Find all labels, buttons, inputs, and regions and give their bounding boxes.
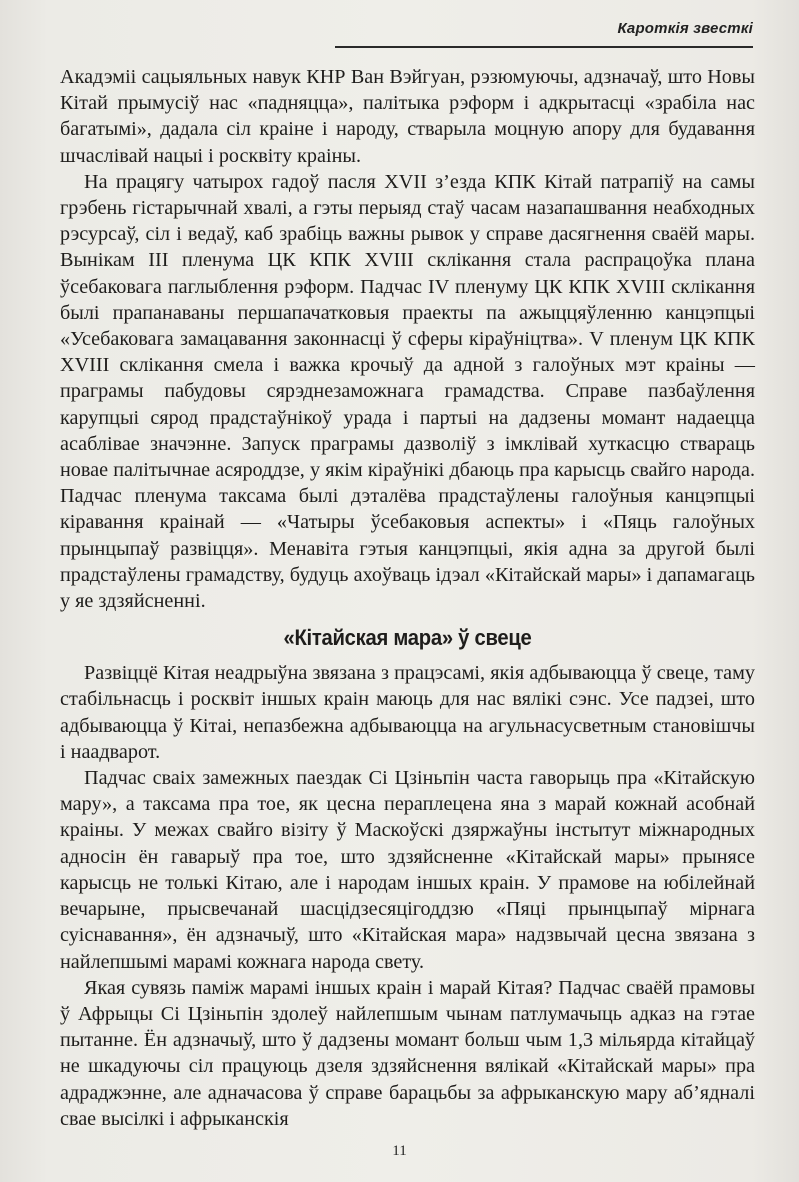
paragraph: На працягу чатырох гадоў пасля XVII з’езда КПК Кітай патрапіў на самы грэбень гістарычнай хвалі, а гэты перыяд стаў часам назапашвання неабходных рэсурсаў, сіл і ведаў, каб зрабіць важны рывок у справе дасягнення сваёй мары. Вынікам III пленума ЦК КПК XVIII склікання стала распрацоўка плана ўсебаковага паглыблення рэформ. Падчас IV пленуму ЦК КПК XVIII склікання былі прапанаваны першапачатковыя праекты па ажыццяўленню канцэпцыі «Усебаковага замацавання законнасці ў сферы кіраўніцтва». V пленум ЦК КПК XVIII склікання смела і важка крочыў да адной з галоўных мэт краіны — праграмы пабудовы сярэднезаможнага грамадства. Справе пазбаўлення карупцыі сярод прадстаўнікоў урада і партыі на дадзены момант надаецца асаблівае значэнне. Запуск праграмы дазволіў з імклівай хуткасцю ствараць новае палітычнае асяроддзе, у якім кіраўнікі дбаюць пра карысць свайго народа. Падчас пленума таксама былі дэталёва прадстаўлены галоўныя канцэпцыі кіравання краінай — «Чатыры ўсебаковыя аспекты» і «Пяць галоўных прынцыпаў развіцця». Менавіта гэтыя канцэпцыі, якія адна за другой былі прадстаўлены грамадству, будуць ахоўваць ідэал «Кітайскай мары» і дапамагаць у яе здзяйсненні. [60,170,755,613]
running-head: Кароткія звесткі [617,20,753,37]
paragraph: Акадэміі сацыяльных навук КНР Ван Вэйгуан, рэзюмуючы, адзначаў, што Новы Кітай прымусіў нас «падняцца», палітыка рэформ і адкрытасці «зрабіла нас багатымі», дадала сіл краіне і народу, стварыла моцную апору для будавання шчаслівай нацыі і росквіту краіны. [60,66,755,167]
paragraph: Развіццё Кітая неадрыўна звязана з працэсамі, якія адбываюцца ў свеце, таму стабільнасць і росквіт іншых краін маюць для нас вялікі сэнс. Усе падзеі, што адбываюцца ў Кітаі, непазбежна адбываюцца на агульнасусветным становішчы і наадварот. [60,662,755,763]
header-rule [335,46,753,48]
paragraph: Падчас сваіх замежных паездак Сі Цзіньпін часта гаворыць пра «Кітайскую мару», а таксама пра тое, як цесна пераплецена яна з марай кожнай асобнай краіны. У межах свайго візіту ў Маскоўскі дзяржаўны інстытут міжнародных адносін ён гаварыў пра тое, што здзяйсненне «Кітайскай мары» прынясе карысць не толькі Кітаю, але і народам іншых краін. У прамове на юбілейнай вечарыне, прысвечанай шасцідзесяцігоддзю «Пяці прынцыпаў мірнага суіснавання», ён адзначыў, што «Кітайская мара» надзвычай цесна звязана з найлепшымі марамі кожнага народа свету. [60,767,755,973]
paragraph: Якая сувязь паміж марамі іншых краін і марай Кітая? Падчас сваёй прамовы ў Афрыцы Сі Цзіньпін здолеў найлепшым чынам патлумачыць адказ на гэтае пытанне. Ён адзначыў, што ў дадзены момант больш чым 1,3 мільярда кітайцаў не шкадуючы сіл працуюць дзеля здзяйснення вялікай «Кітайскай мары» пра адраджэнне, але адначасова ў справе барацьбы за афрыканскую мару аб’ядналі свае высілкі і афрыканскія [60,976,755,1130]
section-heading: «Кітайская мара» ў свеце [283,625,532,651]
page-number: 11 [392,1143,407,1159]
body-text [60,64,755,1132]
